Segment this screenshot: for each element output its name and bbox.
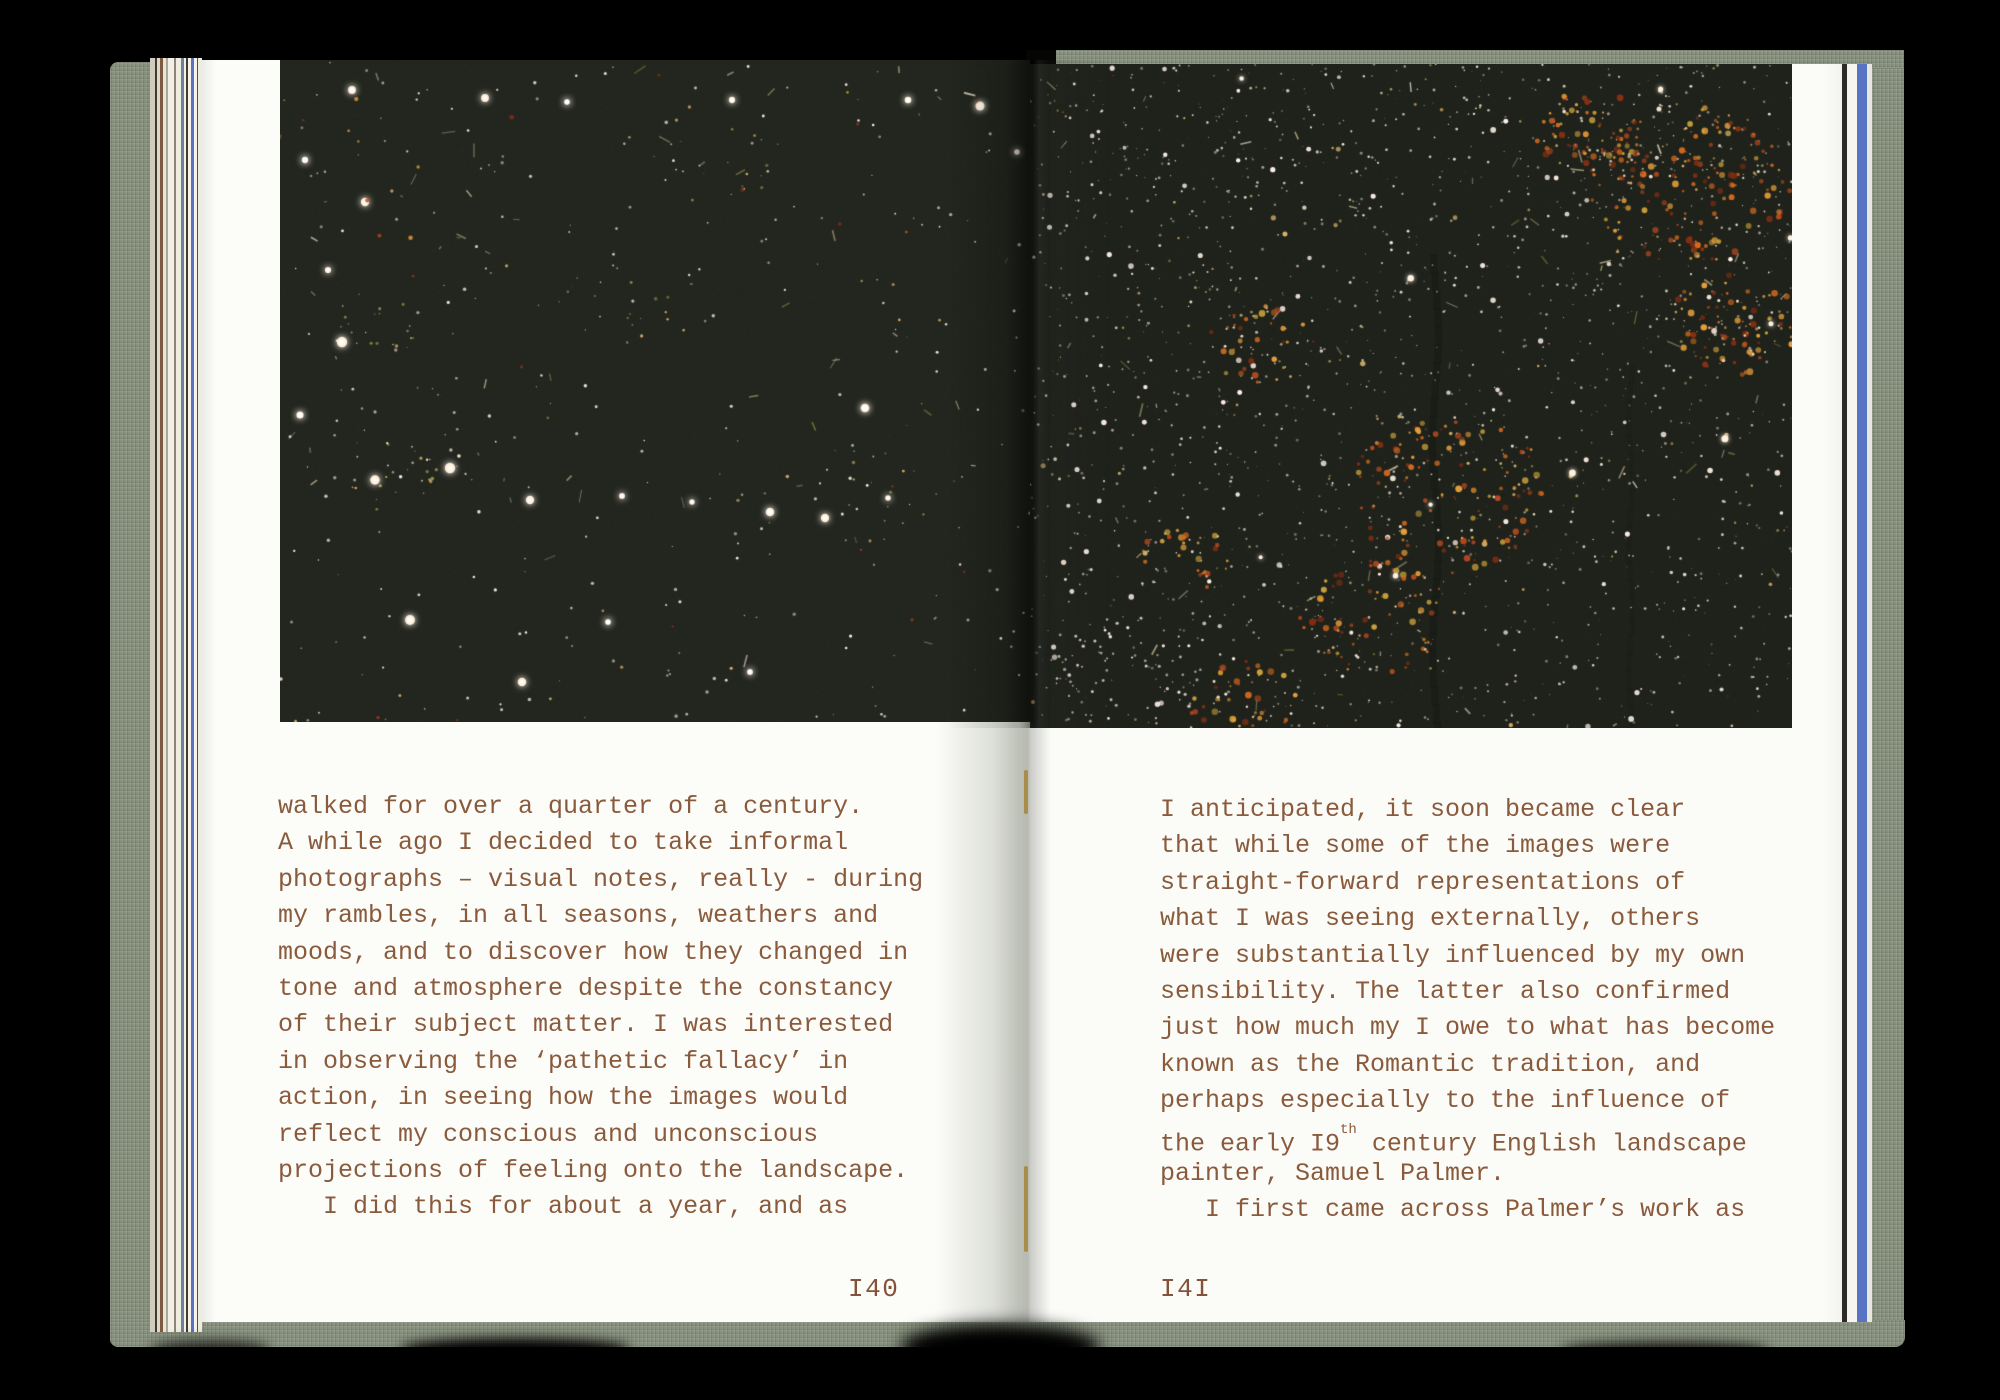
- text-line: that while some of the images were: [1160, 831, 1671, 861]
- text-line: my rambles, in all seasons, weathers and: [278, 901, 879, 931]
- text-line: moods, and to discover how they changed in: [278, 937, 909, 967]
- text-line: sensibility. The latter also confirmed: [1160, 976, 1731, 1006]
- text-line: photographs – visual notes, really - during: [278, 864, 924, 894]
- text-line: known as the Romantic tradition, and: [1160, 1049, 1701, 1079]
- bottom-shadow: [1560, 1342, 1770, 1358]
- text-line: straight-forward representations of: [1160, 867, 1686, 897]
- page-stack-fore-edge-left: [150, 58, 202, 1332]
- text-line: I first came across Palmer’s work as: [1160, 1195, 1746, 1225]
- text-line: I anticipated, it soon became clear: [1160, 795, 1686, 824]
- left-page-text: [278, 789, 978, 1226]
- bottom-shadow: [150, 1340, 270, 1358]
- page-number-left: I40: [848, 1274, 900, 1304]
- binding-thread: [1024, 770, 1028, 814]
- text-line: I did this for about a year, and as: [278, 1192, 849, 1222]
- bottom-shadow: [400, 1338, 630, 1360]
- text-line: just how much my I owe to what has become: [1160, 1013, 1776, 1043]
- text-line: action, in seeing how the images would: [278, 1083, 849, 1113]
- right-page-text: [1160, 792, 1860, 1229]
- cover-right-edge: [1872, 50, 1904, 1346]
- text-line: the early I9th century English landscape: [1160, 1121, 1747, 1158]
- text-line: what I was seeing externally, others: [1160, 904, 1701, 934]
- gutter-shadow-photo: [950, 60, 1110, 728]
- text-line: walked for over a quarter of a century.: [278, 792, 864, 821]
- cover-left-edge: [110, 62, 152, 1344]
- text-line: A while ago I decided to take informal: [278, 828, 849, 858]
- photograph-right-half: [1030, 64, 1792, 728]
- photograph-left-half: [280, 60, 1030, 722]
- text-line: of their subject matter. I was interested: [278, 1010, 894, 1040]
- text-line: painter, Samuel Palmer.: [1160, 1158, 1506, 1188]
- page-number-right: I4I: [1160, 1274, 1212, 1304]
- text-line: reflect my conscious and unconscious: [278, 1119, 819, 1149]
- binding-thread: [1024, 1166, 1028, 1252]
- text-line: in observing the ‘pathetic fallacy’ in: [278, 1046, 849, 1076]
- text-line: were substantially influenced by my own: [1160, 940, 1746, 970]
- text-line: perhaps especially to the influence of: [1160, 1086, 1731, 1116]
- spine-bottom-shadow: [900, 1324, 1100, 1370]
- text-line: projections of feeling onto the landscape.: [278, 1155, 909, 1185]
- text-line: tone and atmosphere despite the constancy: [278, 973, 894, 1003]
